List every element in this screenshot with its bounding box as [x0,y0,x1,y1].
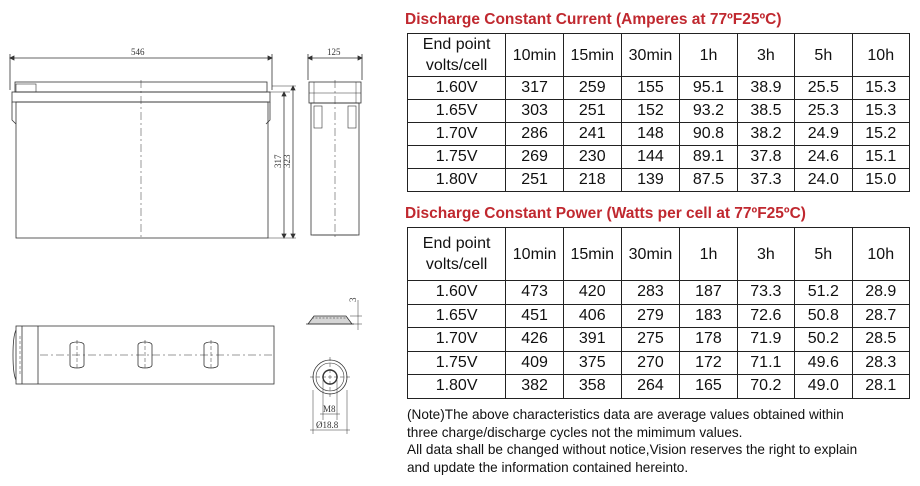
value-cell: 25.5 [795,77,852,100]
value-cell: 90.8 [680,123,737,146]
value-cell: 409 [506,351,564,375]
current-table-body [408,77,910,192]
column-header: 3h [737,228,794,281]
column-header: 10min [506,34,564,77]
power-table-title: Discharge Constant Power (Watts per cell at 77ºF25ºC) [405,205,806,222]
column-header: 10h [852,228,909,281]
value-cell: 183 [680,304,737,328]
value-cell: 275 [621,328,680,352]
value-cell: 473 [506,281,564,305]
value-cell: 178 [680,328,737,352]
volts-cell: 1.60V [408,281,506,305]
value-cell: 73.3 [737,281,794,305]
value-cell: 230 [563,146,621,169]
volts-cell: 1.60V [408,77,506,100]
table-row [408,304,910,328]
table-row [408,123,910,146]
value-cell: 37.3 [737,169,794,192]
value-cell: 283 [621,281,680,305]
value-cell: 38.2 [737,123,794,146]
table-row [408,146,910,169]
height-dimension-label-a: 317 [273,154,283,168]
value-cell: 148 [621,123,680,146]
note-line: All data shall be changed without notice,Vision reserves the right to explain [407,442,858,457]
volts-cell: 1.65V [408,100,506,123]
table-row [408,328,910,352]
table-header-row [408,34,910,77]
volts-cell: 1.80V [408,375,506,399]
depth-dimension-label: 125 [327,47,341,57]
column-header: 10min [506,228,564,281]
discharge-current-table [407,33,910,192]
end-point-header [408,34,506,77]
note-line: three charge/discharge cycles not the mimimum values. [407,424,743,440]
table-row [408,375,910,399]
table-row [408,351,910,375]
note-line: (Note)The above characteristics data are average values obtained within [407,407,844,422]
value-cell: 28.7 [852,304,909,328]
value-cell: 38.9 [737,77,794,100]
value-cell: 303 [506,100,564,123]
value-cell: 95.1 [680,77,737,100]
column-header: 30min [621,228,680,281]
terminal-height-label: 3 [348,297,358,302]
header-line: End point [422,235,491,252]
column-header: 1h [680,228,737,281]
value-cell: 24.0 [795,169,852,192]
value-cell: 15.0 [852,169,909,192]
column-header: 15min [563,34,621,77]
column-header: 1h [680,34,737,77]
value-cell: 49.6 [795,351,852,375]
table-row [408,169,910,192]
value-cell: 269 [506,146,564,169]
table-row [408,100,910,123]
height-dimension-label-b: 323 [282,154,292,168]
value-cell: 391 [563,328,621,352]
value-cell: 382 [506,375,564,399]
front-view-drawing [10,54,296,240]
value-cell: 15.3 [852,100,909,123]
note-line: and update the information contained hereinto. [407,459,689,475]
battery-dimension-drawings [0,0,400,486]
value-cell: 15.1 [852,146,909,169]
value-cell: 87.5 [680,169,737,192]
column-header: 5h [795,34,852,77]
volts-cell: 1.65V [408,304,506,328]
column-header: 3h [737,34,794,77]
power-table-body [408,281,910,399]
value-cell: 420 [563,281,621,305]
value-cell: 172 [680,351,737,375]
end-point-header [408,228,506,281]
value-cell: 72.6 [737,304,794,328]
value-cell: 50.8 [795,304,852,328]
value-cell: 25.3 [795,100,852,123]
value-cell: 251 [563,100,621,123]
table-row [408,77,910,100]
value-cell: 15.2 [852,123,909,146]
value-cell: 279 [621,304,680,328]
value-cell: 49.0 [795,375,852,399]
volts-cell: 1.75V [408,351,506,375]
value-cell: 144 [621,146,680,169]
header-line: volts/cell [425,256,488,273]
value-cell: 93.2 [680,100,737,123]
value-cell: 15.3 [852,77,909,100]
value-cell: 286 [506,123,564,146]
volts-cell: 1.75V [408,146,506,169]
value-cell: 89.1 [680,146,737,169]
footnote [407,406,912,476]
volts-cell: 1.80V [408,169,506,192]
value-cell: 241 [563,123,621,146]
value-cell: 24.9 [795,123,852,146]
terminal-diameter-label: Ø18.8 [316,420,339,430]
value-cell: 251 [506,169,564,192]
value-cell: 270 [621,351,680,375]
terminal-side-drawing [306,300,362,330]
header-line: End point [422,36,491,53]
value-cell: 71.9 [737,328,794,352]
value-cell: 70.2 [737,375,794,399]
value-cell: 37.8 [737,146,794,169]
value-cell: 317 [506,77,564,100]
column-header: 5h [795,228,852,281]
column-header: 10h [852,34,909,77]
width-dimension-label: 546 [131,47,145,57]
value-cell: 451 [506,304,564,328]
value-cell: 264 [621,375,680,399]
value-cell: 28.9 [852,281,909,305]
discharge-power-table [407,227,910,399]
value-cell: 38.5 [737,100,794,123]
header-line: volts/cell [425,57,488,74]
side-view-drawing [308,54,362,238]
column-header: 15min [563,228,621,281]
value-cell: 218 [563,169,621,192]
value-cell: 259 [563,77,621,100]
value-cell: 51.2 [795,281,852,305]
value-cell: 426 [506,328,564,352]
thread-size-label: M8 [323,404,336,414]
value-cell: 24.6 [795,146,852,169]
value-cell: 406 [563,304,621,328]
table-row [408,281,910,305]
current-table-title: Discharge Constant Current (Amperes at 77ºF25ºC) [405,11,782,28]
value-cell: 358 [563,375,621,399]
column-header: 30min [621,34,680,77]
top-view-drawing [13,326,274,384]
value-cell: 71.1 [737,351,794,375]
value-cell: 28.3 [852,351,909,375]
value-cell: 375 [563,351,621,375]
volts-cell: 1.70V [408,123,506,146]
table-header-row [408,228,910,281]
value-cell: 155 [621,77,680,100]
value-cell: 28.5 [852,328,909,352]
value-cell: 187 [680,281,737,305]
value-cell: 139 [621,169,680,192]
value-cell: 50.2 [795,328,852,352]
volts-cell: 1.70V [408,328,506,352]
value-cell: 28.1 [852,375,909,399]
value-cell: 152 [621,100,680,123]
value-cell: 165 [680,375,737,399]
